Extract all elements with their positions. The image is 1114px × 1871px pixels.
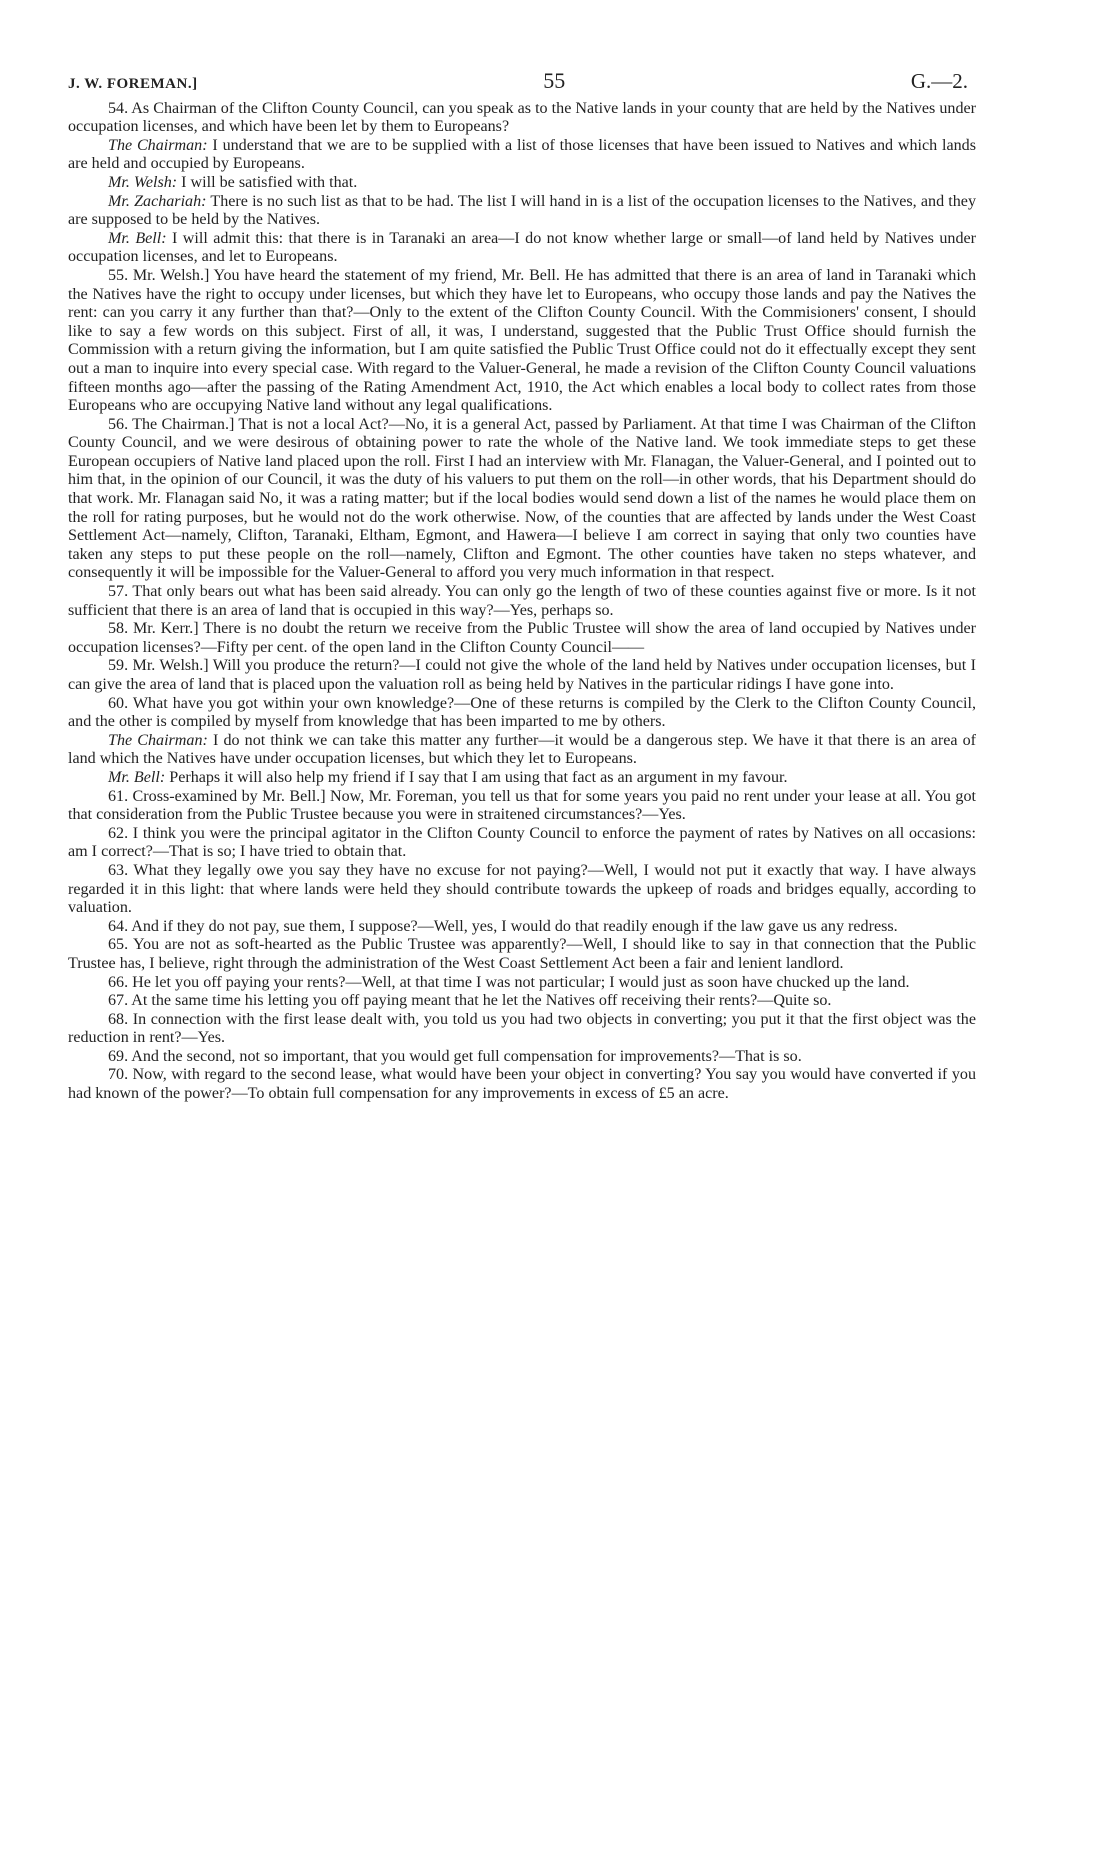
paragraph-text: 70. Now, with regard to the second lease, what would have been your object in converting? You say you would have converted if you had known of the power?—To obtain full compensation for any improvements in excess of £5 an acre. — [68, 1066, 976, 1103]
speaker-label: Mr. Bell: — [108, 229, 167, 247]
paragraph-text: I will admit this: that there is in Taranaki an area—I do not know whether large or small—of land held by Natives under occupation licenses, and let to Europeans. — [68, 229, 976, 266]
paragraph-text: 66. He let you off paying your rents?—Well, at that time I was not particular; I would just as soon have chucked up the land. — [108, 973, 910, 991]
paragraph — [68, 583, 976, 620]
paragraph — [68, 193, 976, 230]
paragraph — [68, 1011, 976, 1048]
speaker-label: The Chairman: — [108, 136, 208, 154]
paragraph — [68, 788, 976, 825]
paragraph-text: 54. As Chairman of the Clifton County Council, can you speak as to the Native lands in your county that are held by the Natives under occupation licenses, and which have been let by them to Europeans? — [68, 99, 976, 136]
paragraph-text: 56. The Chairman.] That is not a local Act?—No, it is a general Act, passed by Parliament. At that time I was Chairman of the Clifton County Council, and we were desirous of obtaining power to rate the whole of the Native land. We took immediate steps to get these European occupiers of Native land placed upon the roll. First I had an interview with Mr. Flanagan, the Valuer-General, and I pointed out to him that, in the opinion of our Council, it was the duty of his valuers to put them on the roll—in other words, that his Department should do that work. Mr. Flanagan said No, it was a rating matter; but if the local bodies would send down a list of the names he would place them on the roll for rating purposes, but he would not do the work otherwise. Now, of the counties that are affected by lands under the West Coast Settlement Act—namely, Clifton, Taranaki, Eltham, Egmont, and Hawera—I believe I am correct in saying that only two counties have taken any steps to put these people on the roll—namely, Clifton and Egmont. The other counties have taken no steps whatever, and consequently it will be impossible for the Valuer-General to afford you very much information in that respect. — [68, 415, 976, 582]
paragraph — [68, 174, 976, 193]
paragraph — [68, 918, 976, 937]
paragraph — [68, 230, 976, 267]
paragraph — [68, 267, 976, 416]
paragraph — [68, 862, 976, 918]
speaker-label: The Chairman: — [108, 731, 208, 749]
paragraph-text: 64. And if they do not pay, sue them, I suppose?—Well, yes, I would do that readily enough if the law gave us any redress. — [108, 917, 898, 935]
paragraph — [68, 657, 976, 694]
paragraph — [68, 936, 976, 973]
paragraph-text: 57. That only bears out what has been said already. You can only go the length of two of these counties against five or more. Is it not sufficient that there is an area of land that is occupied in this way?—Yes, perhaps so. — [68, 583, 976, 619]
paragraph-text: 62. I think you were the principal agitator in the Clifton County Council to enforce the payment of rates by Natives on all occasions: am I correct?—That is so; I have tried to obtain that. — [68, 824, 976, 861]
paragraph-text: 60. What have you got within your own knowledge?—One of these returns is compiled by the Clerk to the Clifton County Council, and the other is compiled by myself from knowledge that has been imparted to me by others. — [68, 694, 976, 731]
paragraph — [68, 416, 976, 583]
paragraph — [68, 695, 976, 732]
paragraph-text: Perhaps it will also help my friend if I say that I am using that fact as an argument in my favour. — [165, 768, 788, 786]
speaker-label: Mr. Bell: — [108, 768, 166, 786]
paragraph-text: 65. You are not as soft-hearted as the Public Trustee was apparently?—Well, I should like to say in that connection that the Public Trustee has, I believe, right through the administration of the West Coast Settlement Act been a fair and lenient landlord. — [68, 936, 976, 972]
speaker-label: Mr. Welsh: — [108, 173, 178, 191]
paragraph — [68, 825, 976, 862]
paragraph-text: 69. And the second, not so important, that you would get full compensation for improvements?—That is so. — [108, 1047, 802, 1065]
paragraph-text: I will be satisfied with that. — [177, 173, 358, 191]
paragraph — [68, 732, 976, 769]
paragraph-text: I do not think we can take this matter any further—it would be a dangerous step. We have it that there is an area of land which the Natives have under occupation licenses, but which they let to Europeans. — [68, 731, 976, 768]
paragraph — [68, 137, 976, 174]
paragraph-text: 61. Cross-examined by Mr. Bell.] Now, Mr. Foreman, you tell us that for some years you paid no rent under your lease at all. You got that consideration from the Public Trustee because you were in straitened circumstances?—Yes. — [68, 787, 976, 824]
paragraph-text: 59. Mr. Welsh.] Will you produce the return?—I could not give the whole of the land held by Natives under occupation licenses, but I can give the area of land that is placed upon the valuation roll as being held by Natives in the particular ridings I have gone into. — [68, 657, 976, 693]
paragraph-text: 67. At the same time his letting you off paying meant that he let the Natives off receiving their rents?—Quite so. — [108, 992, 832, 1010]
paragraph-text: There is no such list as that to be had. The list I will hand in is a list of the occupation licenses to the Natives, and they are supposed to be held by the Natives. — [68, 192, 976, 229]
page-number: 55 — [543, 68, 566, 93]
paragraph — [68, 620, 976, 657]
paragraph — [68, 974, 976, 993]
document-reference: G.—2. — [910, 69, 968, 93]
paragraph-text: 63. What they legally owe you say they have no excuse for not paying?—Well, I would not put it exactly that way. I have always regarded it in this light: that where lands were held they should contribute towards the upkeep of roads and bridges equally, according to valuation. — [68, 861, 976, 917]
paragraph — [68, 1048, 976, 1067]
paragraph-text: 58. Mr. Kerr.] There is no doubt the return we receive from the Public Trustee will show the area of land occupied by Natives under occupation licenses?—Fifty per cent. of the open land in the Clifton County Council—— — [68, 620, 976, 656]
paragraph-text: I understand that we are to be supplied with a list of those licenses that have been issued to Natives and which lands are held and occupied by Europeans. — [68, 136, 976, 173]
paragraph-text: 68. In connection with the first lease dealt with, you told us you had two objects in converting; you put it that the first object was the reduction in rent?—Yes. — [68, 1010, 976, 1047]
paragraph — [68, 1066, 976, 1103]
witness-name: J. W. FOREMAN.] — [68, 76, 198, 92]
speaker-label: Mr. Zachariah: — [108, 192, 207, 210]
page-header — [68, 68, 976, 94]
body-text — [68, 100, 976, 1104]
paragraph — [68, 100, 976, 137]
paragraph — [68, 769, 976, 788]
paragraph — [68, 992, 976, 1011]
paragraph-text: 55. Mr. Welsh.] You have heard the statement of my friend, Mr. Bell. He has admitted that there is an area of land in Taranaki which the Natives have the right to occupy under licenses, but which they have let to Europeans, who occupy those lands and pay the Natives the rent: can you carry it any further than that?—Only to the extent of the Clifton County Council. With the Commisioners' consent, I should like to say a few words on this subject. First of all, it was, I understand, suggested that the Public Trust Office should furnish the Commission with a return giving the information, but I am quite satisfied the Public Trust Office could not do it effectually except they sent out a man to inquire into every special case. With regard to the Valuer-General, he made a revision of the Clifton County Council valuations fifteen months ago—after the passing of the Rating Amendment Act, 1910, the Act which enables a local body to collect rates from those Europeans who are occupying Native land without any legal qualifications. — [68, 266, 976, 415]
